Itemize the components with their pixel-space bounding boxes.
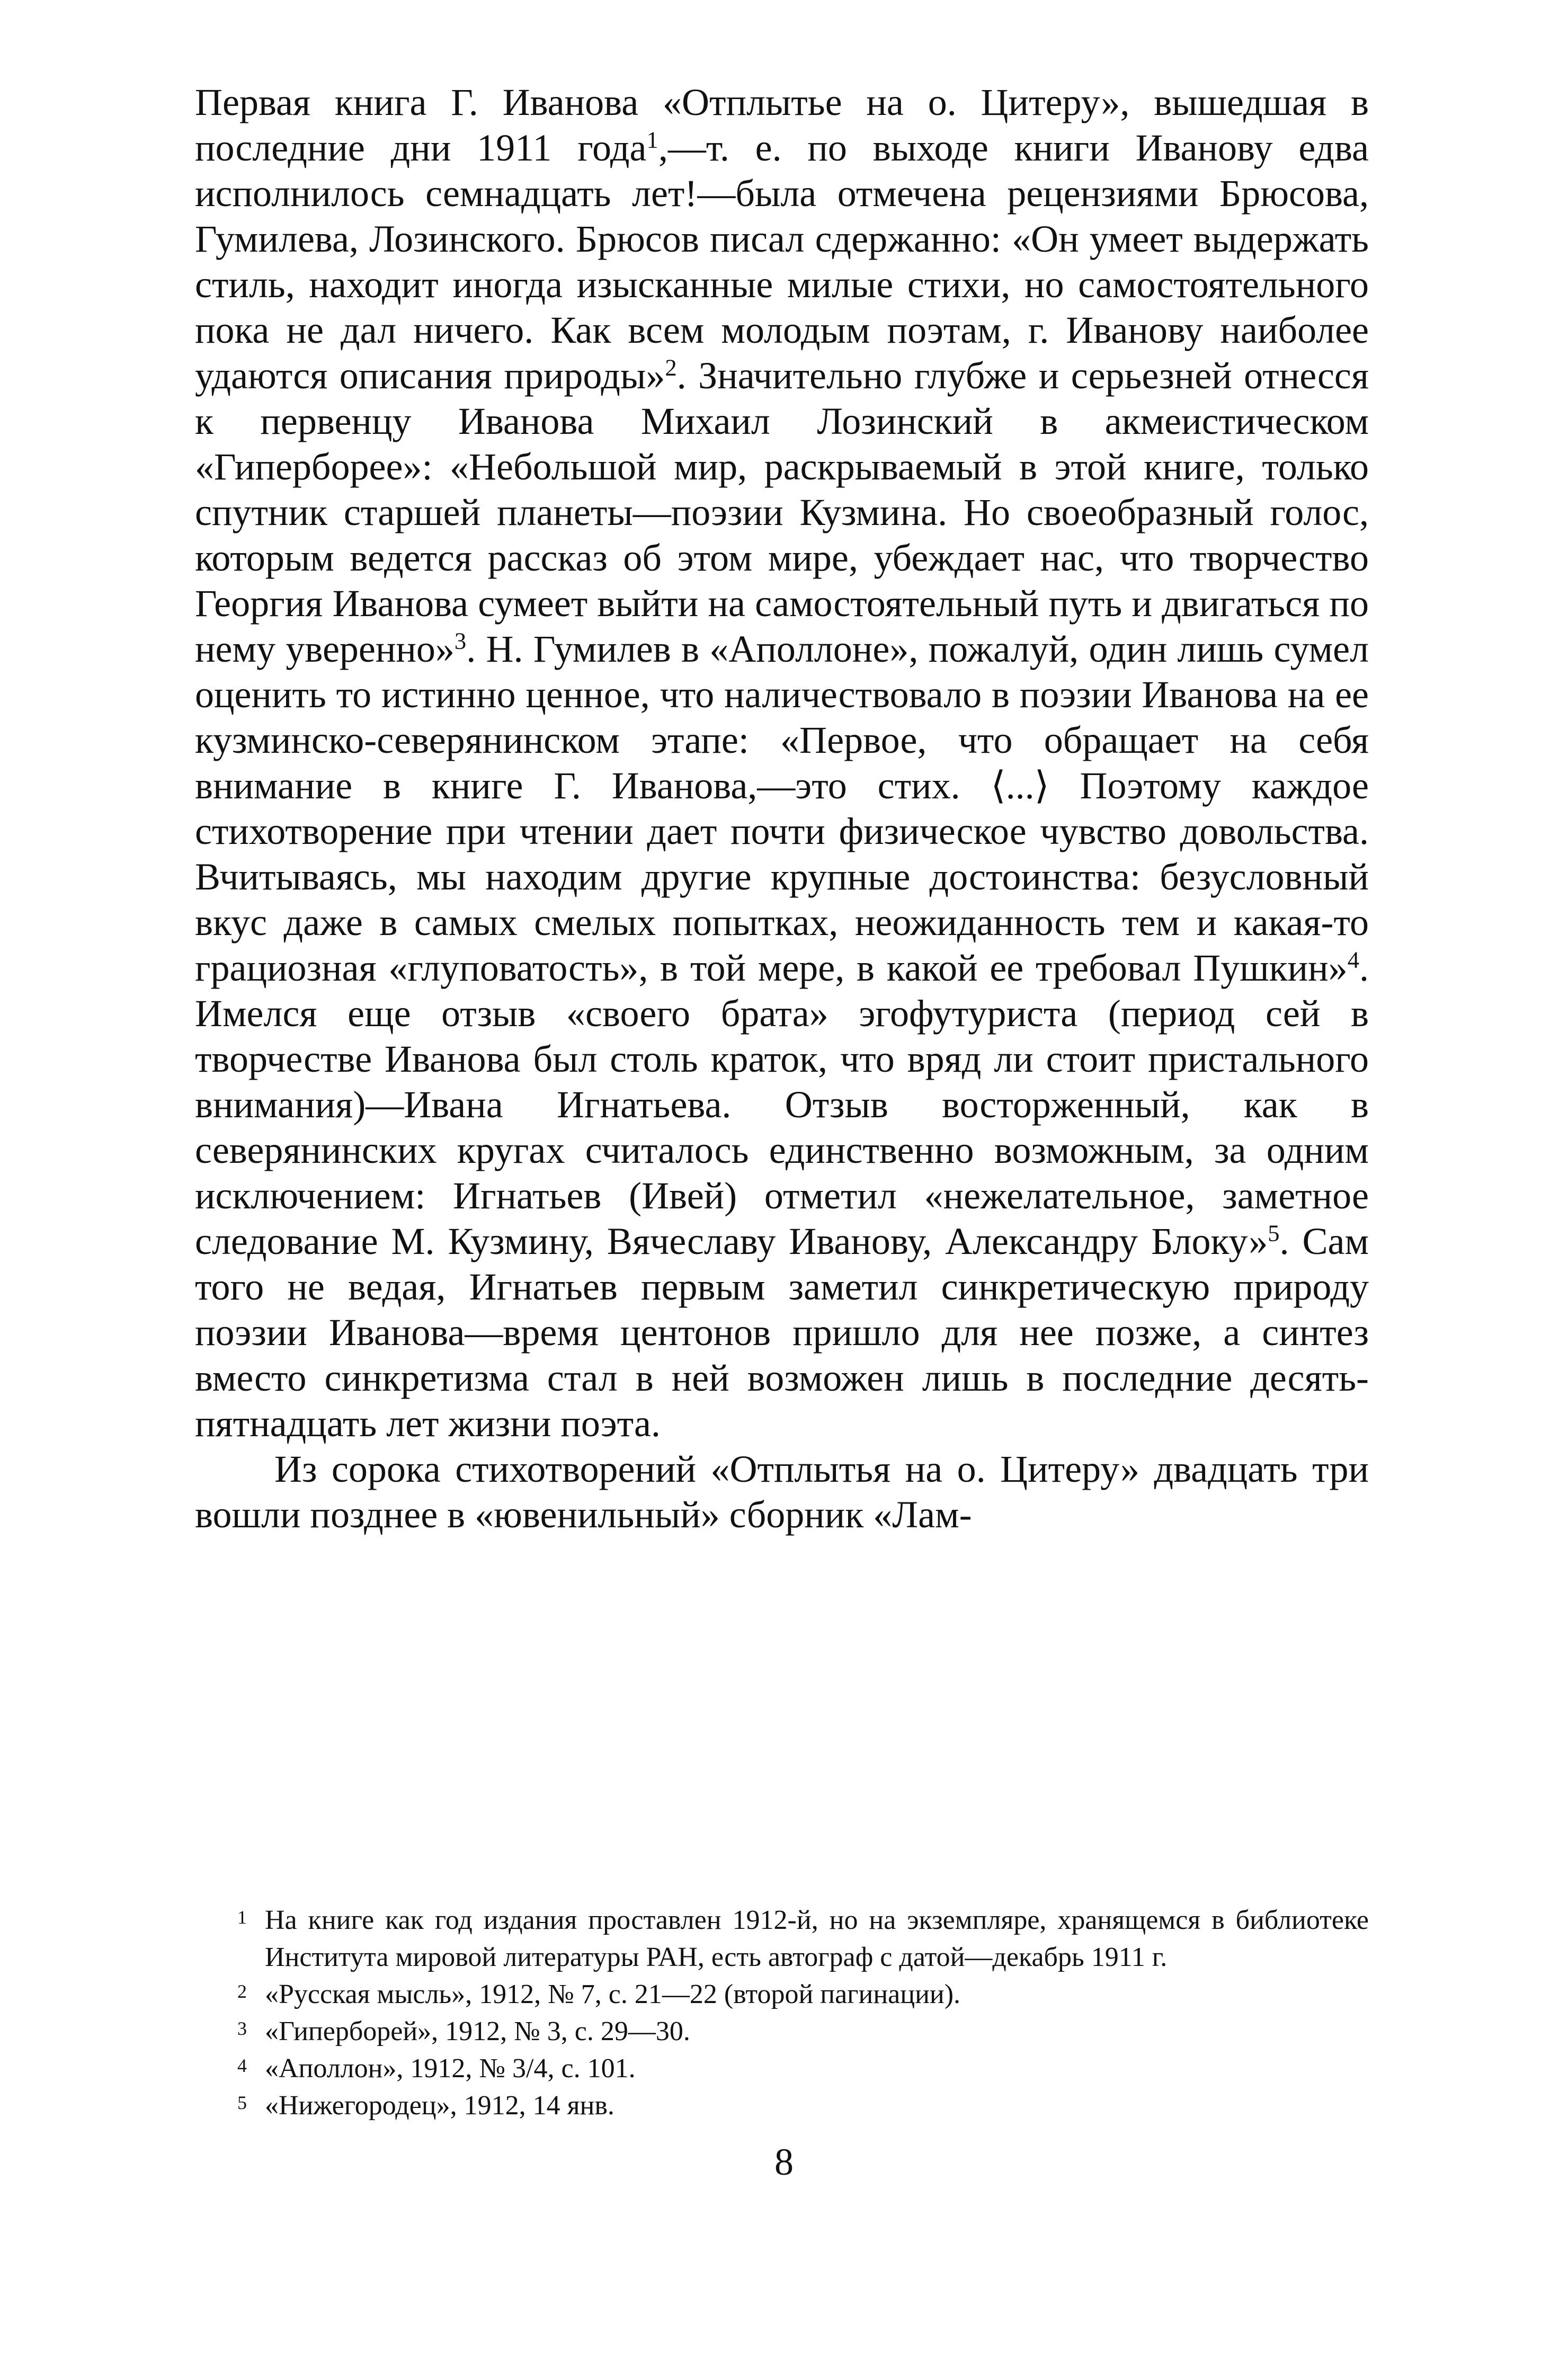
text-segment: Первая книга Г. Иванова «Отплытье на о. Цитеру», вышедшая в последние дни 1911 года <box>195 81 1369 169</box>
paragraph-1 <box>195 79 1369 1446</box>
footnote-text: «Русская мысль», 1912, № 7, с. 21—22 (второй пагинации). <box>265 1979 961 2009</box>
footnote-text: «Гиперборей», 1912, № 3, с. 29—30. <box>265 2016 690 2046</box>
footnote-4 <box>237 2050 1369 2087</box>
page-number: 8 <box>774 2141 794 2183</box>
footnote-ref-5: 5 <box>1268 1220 1280 1247</box>
footnote-5 <box>237 2087 1369 2124</box>
text-segment: . Имелся еще отзыв «своего брата» эгофутуриста (период сей в творчестве Иванова был столь краток, что вряд ли стоит пристального внимания)—Ивана Игнатьева. Отзыв восторженный, как в северянинских кругах считалось единственно возможным, за одним исключением: Игнатьев (Ивей) отметил «нежелательное, заметное следование М. Кузмину, Вячеславу Иванову, Александру Блоку» <box>195 947 1369 1262</box>
text-segment: ,—т. е. по выходе книги Иванову едва исполнилось семнадцать лет!—была отмечена рецензиями Брюсова, Гумилева, Лозинского. Брюсов писал сдержанно: «Он умеет выдержать стиль, находит иногда изысканные милые стихи, но самостоятельного пока не дал ничего. Как всем молодым поэтам, г. Иванову наиболее удаются описания природы» <box>195 127 1369 397</box>
footnote-text: «Нижегородец», 1912, 14 янв. <box>265 2090 614 2121</box>
footnote-mark: 4 <box>237 2055 247 2076</box>
footnote-ref-2: 2 <box>665 354 677 381</box>
footnote-mark: 1 <box>237 1907 247 1928</box>
footnotes <box>237 1902 1369 2124</box>
footnote-mark: 5 <box>237 2092 247 2113</box>
footnote-text: На книге как год издания проставлен 1912-й, но на экземпляре, хранящемся в библиотеке Института мировой литературы РАН, есть автограф с датой—декабрь 1911 г. <box>265 1905 1369 1972</box>
text-segment: . Значительно глубже и серьезней отнесся к первенцу Иванова Михаил Лозинский в акмеистическом «Гиперборее»: «Небольшой мир, раскрываемый в этой книге, только спутник старшей планеты—поэзии Кузмина. Но своеобразный голос, которым ведется рассказ об этом мире, убеждает нас, что творчество Георгия Иванова сумеет выйти на самостоятельный путь и двигаться по нему уверенно» <box>195 354 1369 670</box>
paragraph-2: Из сорока стихотворений «Отплытья на о. Цитеру» двадцать три вошли позднее в «ювенильный» сборник «Лам- <box>195 1448 1369 1536</box>
footnote-2 <box>237 1976 1369 2013</box>
footnote-mark: 2 <box>237 1981 247 2002</box>
footnote-ref-3: 3 <box>454 627 467 654</box>
text-segment: . Н. Гумилев в «Аполлоне», пожалуй, один лишь сумел оценить то истинно ценное, что наличествовало в поэзии Иванова на ее кузминско-северянинском этапе: «Первое, что обращает на себя внимание в книге Г. Иванова,—это стих. ⟨...⟩ Поэтому каждое стихотворение при чтении дает почти физическое чувство довольства. Вчитываясь, мы находим другие крупные достоинства: безусловный вкус даже в самых смелых попытках, неожиданность тем и какая-то грациозная «глуповатость», в той мере, в какой ее требовал Пушкин» <box>195 628 1369 989</box>
footnote-ref-4: 4 <box>1347 946 1359 973</box>
text-segment: . Сам того не ведая, Игнатьев первым заметил синкретическую природу поэзии Иванова—время центонов пришло для нее позже, а синтез вместо синкретизма стал в ней возможен лишь в последние десять-пятнадцать лет жизни поэта. <box>195 1220 1369 1445</box>
footnote-1 <box>237 1902 1369 1976</box>
footnote-ref-1: 1 <box>646 126 658 153</box>
footnote-text: «Аполлон», 1912, № 3/4, с. 101. <box>265 2053 636 2084</box>
footnote-mark: 3 <box>237 2018 247 2039</box>
main-text <box>195 79 1369 1537</box>
footnote-3 <box>237 2013 1369 2050</box>
